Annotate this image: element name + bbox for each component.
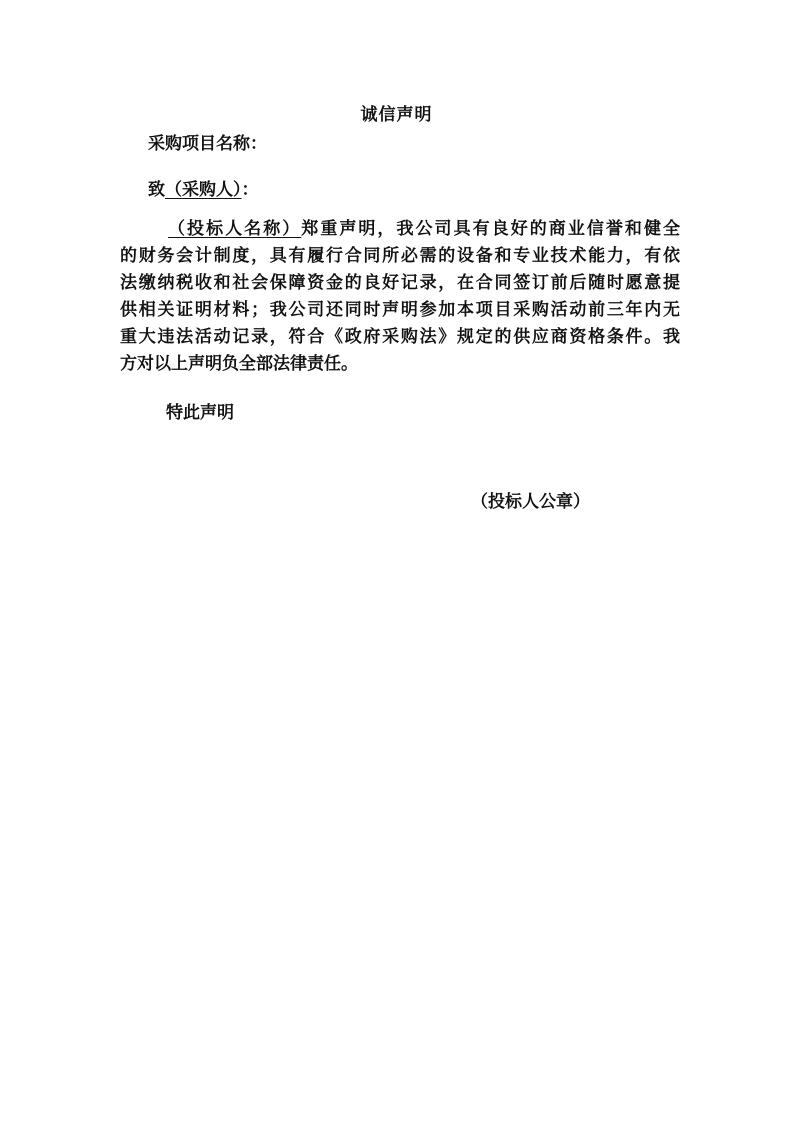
- recipient-line: [148, 175, 259, 200]
- project-name-label: 采购项目名称：: [148, 134, 267, 154]
- body-line-3: 法缴纳税收和社会保障资金的良好记录，在合同签订前后随时愿意提: [120, 273, 680, 293]
- body-line-4: 供相关证明材料；我公司还同时声明参加本项目采购活动前三年内无: [120, 300, 680, 320]
- body-line-1: [120, 216, 680, 243]
- recipient-prefix: 致: [148, 180, 165, 200]
- body-line-6: 方对以上声明负全部法律责任。: [120, 354, 358, 374]
- body-line-2: 的财务会计制度，具有履行合同所必需的设备和专业技术能力，有依: [120, 246, 680, 266]
- document-title: 诚信声明: [360, 105, 433, 125]
- bidder-seal-label: （投标人公章）: [471, 492, 590, 512]
- closing-statement: 特此声明: [166, 403, 234, 423]
- bidder-name-field: （投标人名称）: [168, 219, 302, 239]
- body-line-1-text: 郑重声明，我公司具有良好的商业信誉和健全: [301, 219, 681, 239]
- recipient-suffix: ：: [241, 180, 259, 200]
- declaration-body: [120, 216, 680, 378]
- body-line-5: 重大违法活动记录，符合《政府采购法》规定的供应商资格条件。我: [120, 327, 680, 347]
- recipient-name-field: （采购人）: [165, 180, 242, 200]
